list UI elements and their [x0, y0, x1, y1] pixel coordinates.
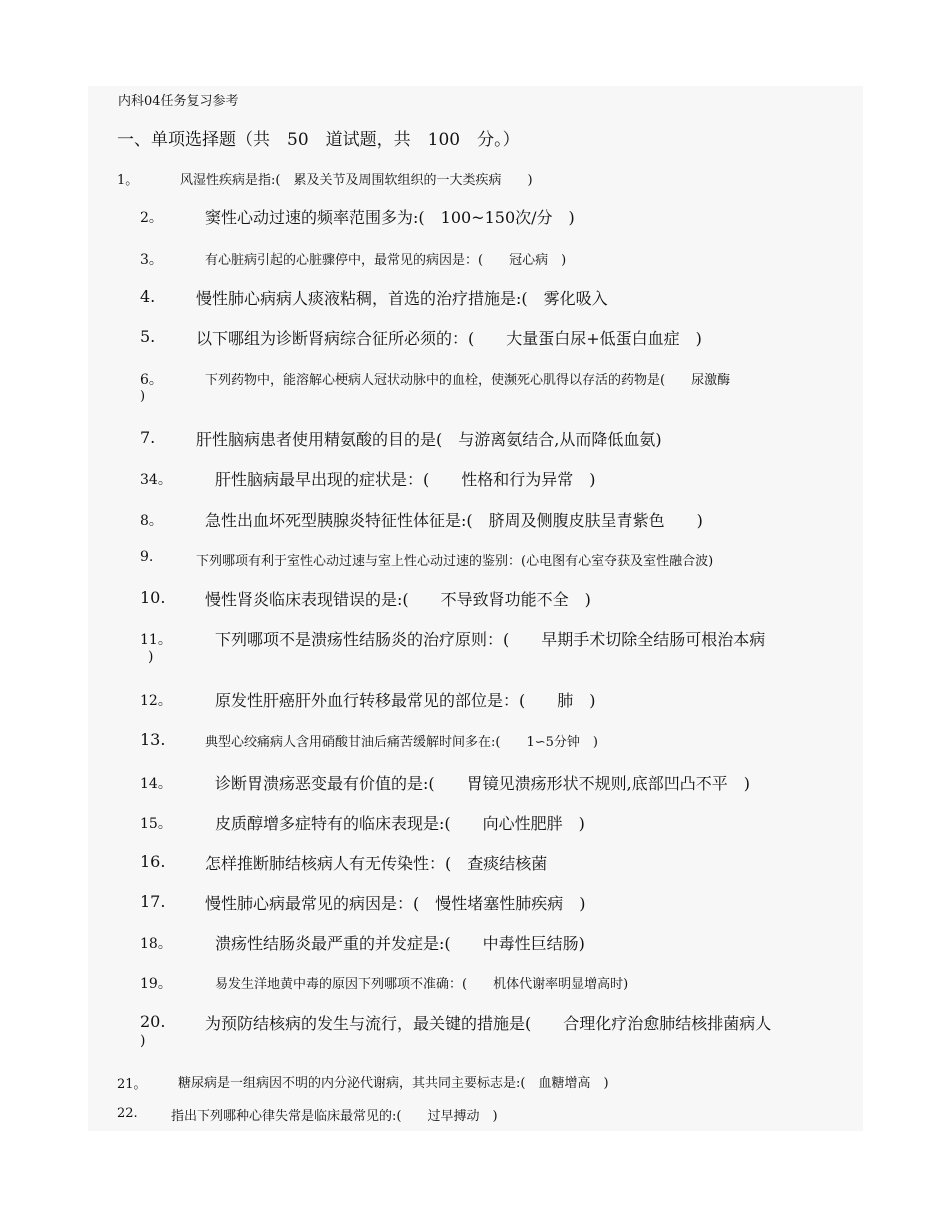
question-number: 1。: [117, 173, 139, 188]
question-number: 8。: [140, 513, 163, 529]
question-number: 6。: [140, 372, 163, 388]
question-number: 5.: [140, 327, 156, 346]
question-text: 慢性肺心病最常见的病因是：( 慢性堵塞性肺疾病 ): [205, 894, 586, 913]
question-continuation: ): [148, 649, 154, 665]
question-text: 怎样推断肺结核病人有无传染性：( 查痰结核菌: [205, 854, 548, 873]
question-text: 指出下列哪种心律失常是临床最常见的:( 过早搏动 ): [171, 1109, 498, 1124]
question-text: 溃疡性结肠炎最严重的并发症是:( 中毒性巨结肠): [215, 934, 585, 953]
section-heading: 一、单项选择题（共 50 道试题，共 100 分。）: [117, 130, 520, 150]
question-number: 18。: [140, 936, 172, 952]
question-text: 下列药物中，能溶解心梗病人冠状动脉中的血栓，使濒死心肌得以存活的药物是( 尿激酶: [205, 373, 731, 388]
question-number: 21。: [117, 1077, 147, 1092]
question-text: 诊断胃溃疡恶变最有价值的是:( 胃镜见溃疡形状不规则,底部凹凸不平 ): [215, 774, 750, 793]
question-number: 16.: [140, 852, 166, 871]
question-number: 9.: [140, 549, 154, 565]
question-text: 慢性肺心病病人痰液粘稠，首选的治疗措施是:( 雾化吸入: [196, 289, 608, 308]
question-number: 12。: [140, 693, 172, 709]
question-text: 肝性脑病最早出现的症状是：( 性格和行为异常 ): [215, 470, 596, 489]
question-number: 15。: [140, 816, 172, 832]
question-text: 风湿性疾病是指:( 累及关节及周围软组织的一大类疾病 ): [180, 173, 533, 188]
question-text: 窦性心动过速的频率范围多为:( 100~150次/分 ): [205, 208, 575, 227]
question-continuation: ): [140, 1033, 146, 1049]
question-text: 下列哪项不是溃疡性结肠炎的治疗原则：( 早期手术切除全结肠可根治本病: [215, 630, 766, 649]
question-number: 20.: [140, 1012, 166, 1031]
question-number: 10.: [140, 588, 166, 607]
question-number: 34。: [140, 472, 172, 488]
question-text: 原发性肝癌肝外血行转移最常见的部位是：( 肺 ): [215, 691, 596, 710]
question-number: 14。: [140, 776, 172, 792]
question-text: 下列哪项有利于室性心动过速与室上性心动过速的鉴别：(心电图有心室夺获及室性融合波): [196, 554, 714, 569]
question-text: 典型心绞痛病人含用硝酸甘油后痛苦缓解时间多在:( 1∽5分钟 ): [205, 735, 598, 750]
document-title: 内科04任务复习参考: [118, 94, 239, 109]
question-text: 为预防结核病的发生与流行，最关键的措施是( 合理化疗治愈肺结核排菌病人: [205, 1014, 772, 1033]
question-number: 3。: [140, 252, 163, 268]
question-text: 糖尿病是一组病因不明的内分泌代谢病，其共同主要标志是:( 血糖增高 ): [178, 1076, 609, 1091]
question-text: 慢性肾炎临床表现错误的是:( 不导致肾功能不全 ): [205, 590, 591, 609]
question-number: 19。: [140, 976, 172, 992]
question-number: 4.: [140, 287, 156, 306]
question-number: 17.: [140, 892, 166, 911]
question-text: 肝性脑病患者使用精氨酸的目的是( 与游离氨结合,从而降低血氨): [196, 430, 662, 449]
question-continuation: ): [140, 389, 146, 404]
question-number: 13.: [140, 730, 166, 749]
question-text: 皮质醇增多症特有的临床表现是:( 向心性肥胖 ): [215, 814, 585, 833]
question-number: 7.: [140, 428, 156, 447]
question-number: 2。: [140, 210, 163, 226]
question-text: 有心脏病引起的心脏骤停中，最常见的病因是：( 冠心病 ): [205, 253, 567, 268]
question-text: 以下哪组为诊断肾病综合征所必须的：( 大量蛋白尿+低蛋白血症 ): [196, 329, 702, 348]
question-text: 易发生洋地黄中毒的原因下列哪项不准确：( 机体代谢率明显增高时): [215, 977, 629, 992]
question-text: 急性出血坏死型胰腺炎特征性体征是:( 脐周及侧腹皮肤呈青紫色 ): [205, 511, 703, 530]
question-number: 22.: [117, 1106, 138, 1121]
question-number: 11。: [140, 632, 172, 648]
